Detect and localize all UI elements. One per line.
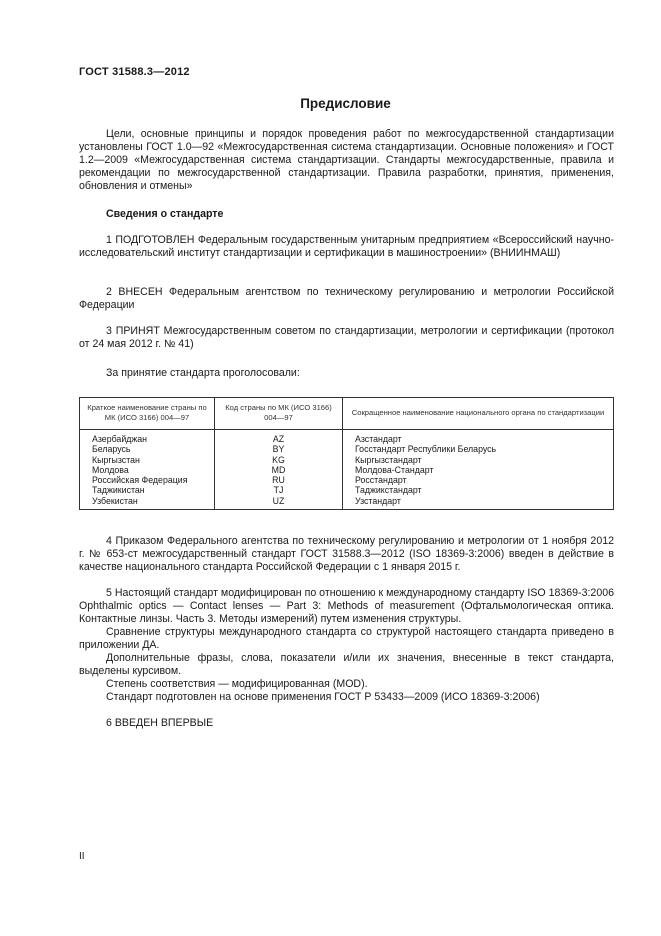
voting-countries-table bbox=[79, 397, 614, 510]
table-cell-body: Азстандарт bbox=[343, 430, 614, 445]
page-number: II bbox=[79, 851, 85, 862]
table-cell-country: Узбекистан bbox=[80, 496, 215, 510]
table-cell-body: Таджикстандарт bbox=[343, 485, 614, 495]
table-row bbox=[80, 475, 614, 485]
table-row bbox=[80, 455, 614, 465]
table-cell-country: Азербайджан bbox=[80, 430, 215, 445]
item-5-italic-note-paragraph: Дополнительные фразы, слова, показатели и/или их значения, внесенные в текст стандарта, выделены курсивом. bbox=[79, 652, 614, 677]
table-cell-country: Молдова bbox=[80, 465, 215, 475]
item-3-paragraph: 3 ПРИНЯТ Межгосударственным советом по стандартизации, метрологии и сертификации (протокол от 24 мая 2012 г. № 41) bbox=[79, 325, 614, 350]
table-cell-code: MD bbox=[215, 465, 343, 475]
table-header-body: Сокращенное наименование национального органа по стандартизации bbox=[343, 398, 614, 430]
table-cell-code: BY bbox=[215, 444, 343, 454]
intro-paragraph: Цели, основные принципы и порядок проведения работ по межгосударственной стандартизации установлены ГОСТ 1.0—92 «Межгосударственная система стандартизации. Основные положения» и ГОСТ 1.2—2009 «Межгосударственная система стандартизации. Стандарты межгосударственные, правила и рекомендации по межгосударственной стандартизации. Правила разработки, принятия, применения, обновления и отмены» bbox=[79, 128, 614, 192]
table-cell-body: Молдова-Стандарт bbox=[343, 465, 614, 475]
item-6-paragraph: 6 ВВЕДЕН ВПЕРВЫЕ bbox=[106, 717, 214, 729]
table-cell-country: Таджикистан bbox=[80, 485, 215, 495]
item-1-paragraph: 1 ПОДГОТОВЛЕН Федеральным государственным унитарным предприятием «Всероссийский научно-исследовательский институт стандартизации и сертификации в машиностроении» (ВНИИНМАШ) bbox=[79, 234, 614, 259]
table-cell-code: UZ bbox=[215, 496, 343, 510]
table-row bbox=[80, 444, 614, 454]
voted-caption: За принятие стандарта проголосовали: bbox=[106, 367, 300, 379]
table-cell-code: TJ bbox=[215, 485, 343, 495]
table-cell-body: Росстандарт bbox=[343, 475, 614, 485]
table-header-row bbox=[80, 398, 614, 430]
table-header-country: Краткое наименование страны по МК (ИСО 3166) 004—97 bbox=[80, 398, 215, 430]
table-row bbox=[80, 465, 614, 475]
table-row bbox=[80, 496, 614, 510]
item-5-basis-paragraph: Стандарт подготовлен на основе применения ГОСТ Р 53433—2009 (ИСО 18369-3:2006) bbox=[106, 691, 540, 703]
table-cell-body: Узстандарт bbox=[343, 496, 614, 510]
table-cell-code: RU bbox=[215, 475, 343, 485]
table-cell-code: KG bbox=[215, 455, 343, 465]
info-heading: Сведения о стандарте bbox=[106, 208, 224, 220]
table-cell-code: AZ bbox=[215, 430, 343, 445]
table-cell-body: Госстандарт Республики Беларусь bbox=[343, 444, 614, 454]
table-cell-country: Российская Федерация bbox=[80, 475, 215, 485]
table-row bbox=[80, 485, 614, 495]
document-code-header: ГОСТ 31588.3—2012 bbox=[79, 66, 190, 78]
table-cell-country: Беларусь bbox=[80, 444, 215, 454]
table-row bbox=[80, 430, 614, 445]
item-5-conformity-paragraph: Степень соответствия — модифицированная (MOD). bbox=[106, 678, 368, 690]
item-2-paragraph: 2 ВНЕСЕН Федеральным агентством по техническому регулированию и метрологии Российской Федерации bbox=[79, 286, 614, 311]
table-cell-body: Кыргызстандарт bbox=[343, 455, 614, 465]
item-5-comparison-paragraph: Сравнение структуры международного стандарта со структурой настоящего стандарта приведено в приложении ДА. bbox=[79, 626, 614, 651]
table-cell-country: Кыргызстан bbox=[80, 455, 215, 465]
item-5-paragraph: 5 Настоящий стандарт модифицирован по отношению к международному стандарту ISO 18369-3:2006 Ophthalmic optics — Contact lenses — Part 3: Methods of measurement (Офтальмологическая оптика. Контактные линзы. Часть 3. Методы измерений) путем изменения структуры. bbox=[79, 587, 614, 625]
page-title: Предисловие bbox=[300, 96, 391, 111]
table-header-code: Код страны по МК (ИСО 3166) 004—97 bbox=[215, 398, 343, 430]
item-4-paragraph: 4 Приказом Федерального агентства по техническому регулированию и метрологии от 1 ноября 2012 г. № 653-ст межгосударственный стандарт ГОСТ 31588.3—2012 (ISO 18369-3:2006) введен в действие в качестве национального стандарта Российской Федерации с 1 января 2015 г. bbox=[79, 535, 614, 573]
